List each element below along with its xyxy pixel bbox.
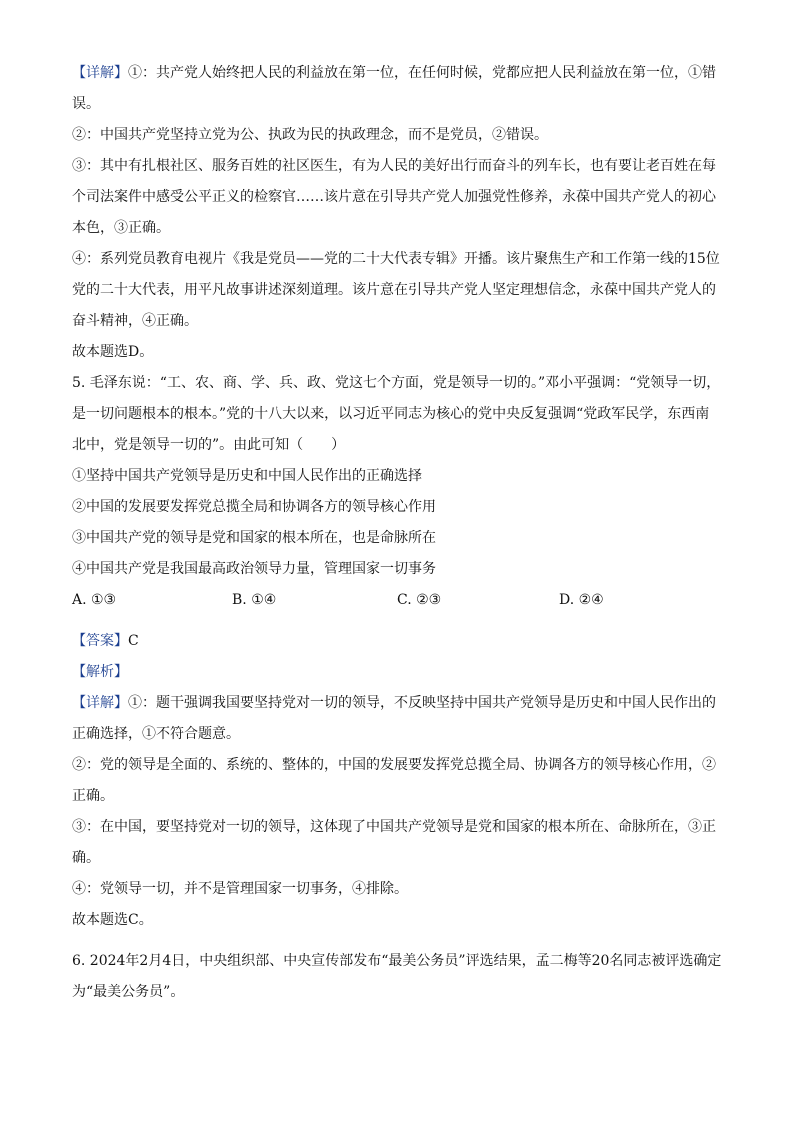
q5-conclusion: 故本题选C。 [72, 912, 153, 928]
q5-statement-3: ③中国共产党的领导是党和国家的根本所在，也是命脉所在 [72, 530, 436, 546]
q5-analysis-heading [72, 657, 722, 688]
q4-detail-p1: 【详解】①：共产党人始终把人民的利益放在第一位，在任何时候，党都应把人民利益放在第一位，①错误。 [72, 65, 716, 112]
q6-stem: 6. 2024年2月4日，中央组织部、中央宣传部发布“最美公务员”评选结果，孟二梅等20名同志被评选确定为“最美公务员”。 [72, 953, 722, 1000]
analysis-tag: 【解析】 [72, 664, 128, 680]
q5-options [72, 585, 722, 616]
q4-detail-p2: ②：中国共产党坚持立党为公、执政为民的执政理念，而不是党员，②错误。 [72, 127, 548, 143]
q5-detail-d3: ③：在中国，要坚持党对一切的领导，这体现了中国共产党领导是党和国家的根本所在、命脉所在，③正确。 [72, 819, 716, 866]
detail-tag: 【详解】 [72, 65, 128, 81]
option-d: D. ②④ [559, 592, 604, 608]
q5-statement-1: ①坚持中国共产党领导是历史和中国人民作出的正确选择 [72, 468, 422, 484]
detail-tag: 【详解】 [72, 695, 128, 711]
document-page [72, 58, 722, 1008]
q5-statement-2: ②中国的发展要发挥党总揽全局和协调各方的领导核心作用 [72, 499, 436, 515]
q5-stem: 5. 毛泽东说：“工、农、商、学、兵、政、党这七个方面，党是领导一切的。”邓小平强调：“党领导一切，是一切问题根本的根本。”党的十八大以来，以习近平同志为核心的党中央反复强调“党政军民学，东西南北中，党是领导一切的”。由此可知（ ） [72, 375, 721, 453]
q4-detail-p4: ④：系列党员教育电视片《我是党员——党的二十大代表专辑》开播。该片聚焦生产和工作第一线的15位党的二十大代表，用平凡故事讲述深刻道理。该片意在引导共产党人坚定理想信念，永葆中国共产党人的奋斗精神，④正确。 [72, 251, 720, 329]
q5-detail-d4: ④：党领导一切，并不是管理国家一切事务，④排除。 [72, 881, 408, 897]
q5-statement-4: ④中国共产党是我国最高政治领导力量，管理国家一切事务 [72, 561, 436, 577]
q5-detail-d1: 【详解】①：题干强调我国要坚持党对一切的领导，不反映坚持中国共产党领导是历史和中国人民作出的正确选择，①不符合题意。 [72, 695, 716, 742]
answer-value: C [128, 633, 139, 649]
option-a: A. ①③ [72, 592, 117, 608]
option-c: C. ②③ [397, 592, 442, 608]
option-b: B. ①④ [232, 592, 277, 608]
q4-conclusion: 故本题选D。 [72, 344, 154, 360]
q4-detail-p3: ③：其中有扎根社区、服务百姓的社区医生，有为人民的美好出行而奋斗的列车长，也有要让老百姓在每个司法案件中感受公平正义的检察官……该片意在引导共产党人加强党性修养，永葆中国共产党人的初心本色，③正确。 [72, 158, 716, 236]
answer-tag: 【答案】 [72, 633, 128, 649]
q5-detail-d2: ②：党的领导是全面的、系统的、整体的，中国的发展要发挥党总揽全局、协调各方的领导核心作用，②正确。 [72, 757, 716, 804]
q5-answer [72, 626, 722, 657]
